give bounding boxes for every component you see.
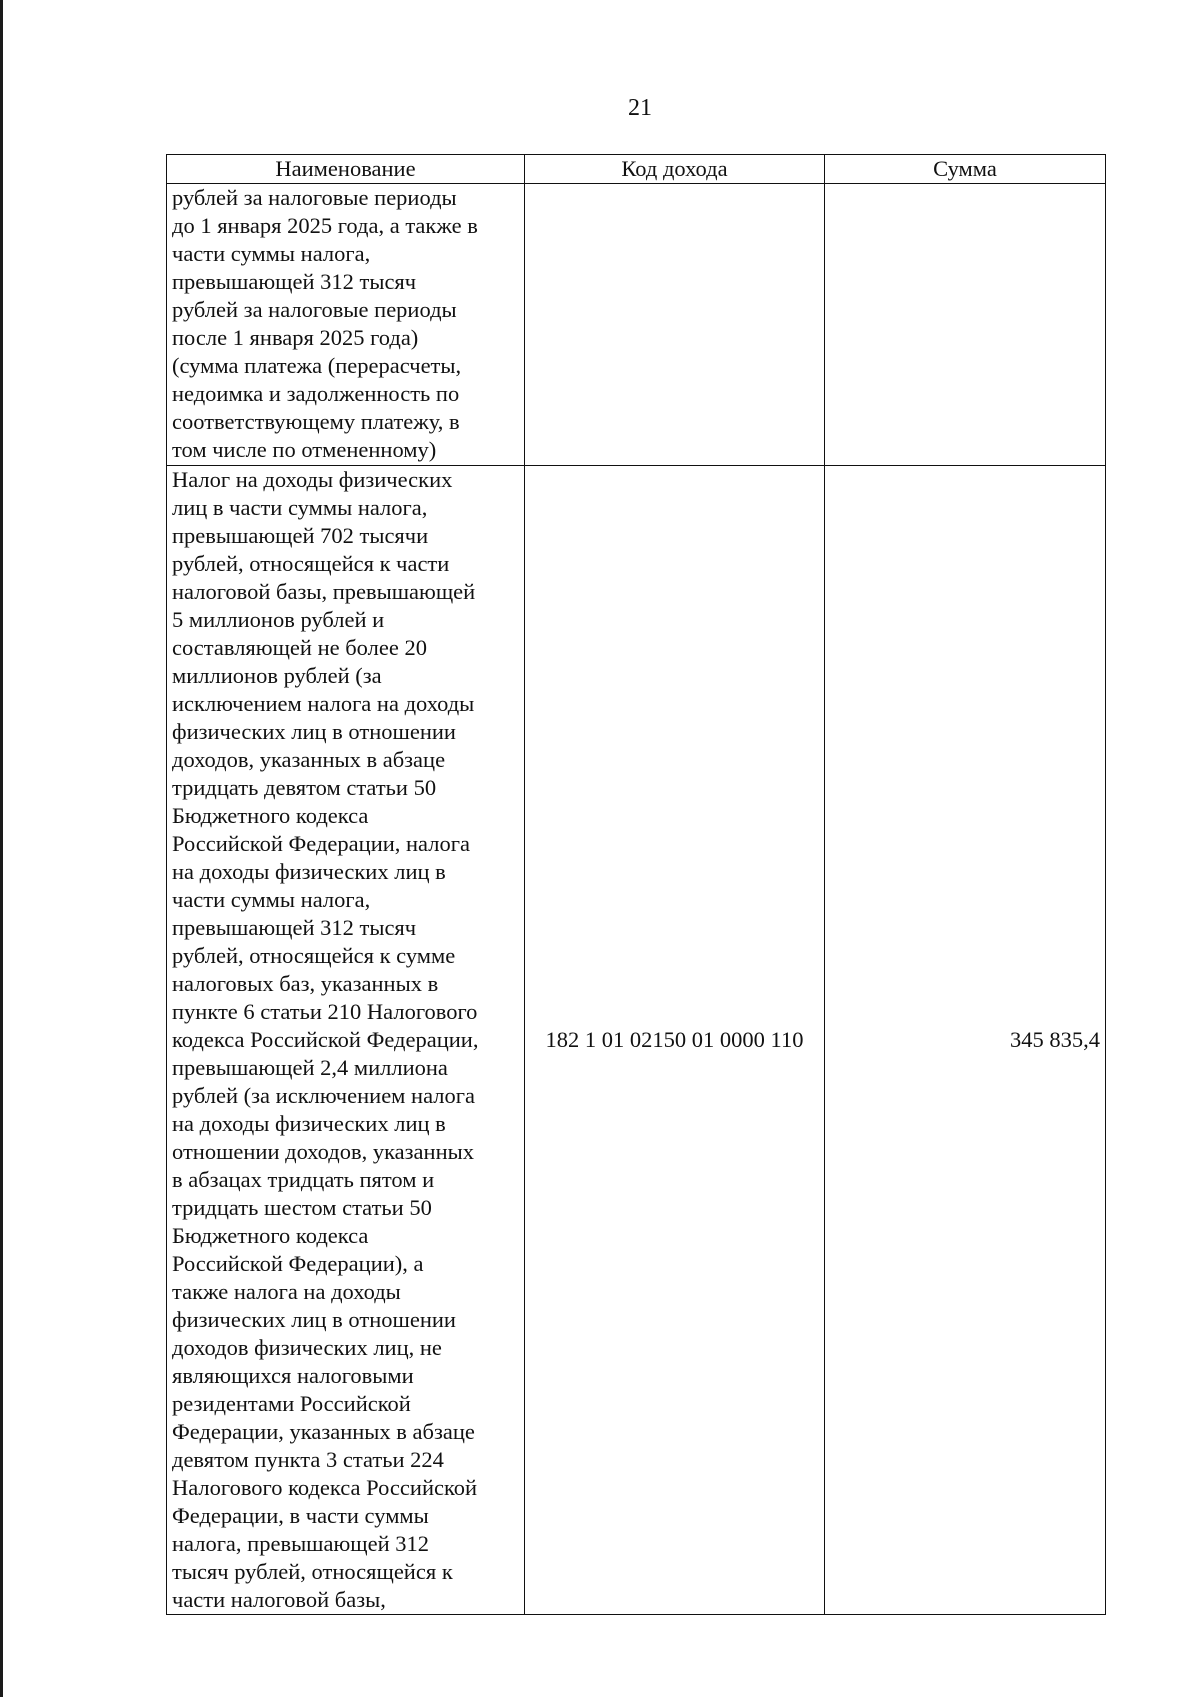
name-line: в абзацах тридцать пятом и: [172, 1167, 435, 1192]
name-line: рублей (за исключением налога: [172, 1083, 475, 1108]
income-code-cell: [525, 184, 825, 466]
revenue-table: [166, 154, 1106, 1615]
page-number: 21: [628, 95, 652, 121]
name-line: рублей за налоговые периоды: [172, 297, 457, 322]
name-line: тысяч рублей, относящейся к: [172, 1559, 453, 1584]
name-line: на доходы физических лиц в: [172, 1111, 446, 1136]
header-income-code: Код дохода: [525, 155, 825, 184]
name-line: Налог на доходы физических: [172, 467, 453, 492]
table-row: [167, 184, 1106, 466]
name-line: рублей, относящейся к части: [172, 551, 450, 576]
name-line: после 1 января 2025 года): [172, 325, 419, 350]
name-line: Бюджетного кодекса: [172, 803, 369, 828]
name-line: Федерации, в части суммы: [172, 1503, 429, 1528]
income-code-cell: 182 1 01 02150 01 0000 110: [525, 466, 825, 1615]
sum-cell: [825, 184, 1106, 466]
name-line: резидентами Российской: [172, 1391, 411, 1416]
name-line: пункте 6 статьи 210 Налогового: [172, 999, 478, 1024]
name-line: налога, превышающей 312: [172, 1531, 430, 1556]
name-line: превышающей 2,4 миллиона: [172, 1055, 448, 1080]
name-line: Федерации, указанных в абзаце: [172, 1419, 475, 1444]
header-sum: Сумма: [825, 155, 1106, 184]
header-name: Наименование: [167, 155, 525, 184]
scan-edge-shadow: [0, 0, 3, 1697]
name-line: на доходы физических лиц в: [172, 859, 446, 884]
name-line: также налога на доходы: [172, 1279, 401, 1304]
name-line: физических лиц в отношении: [172, 1307, 456, 1332]
name-line: части налоговой базы,: [172, 1587, 386, 1612]
sum-cell: 345 835,4: [825, 466, 1106, 1615]
name-line: доходов, указанных в абзаце: [172, 747, 446, 772]
name-line: части суммы налога,: [172, 887, 371, 912]
table-header-row: [167, 155, 1106, 184]
name-line: являющихся налоговыми: [172, 1363, 414, 1388]
name-line: Налогового кодекса Российской: [172, 1475, 478, 1500]
table-row: [167, 466, 1106, 1615]
name-line: кодекса Российской Федерации,: [172, 1027, 479, 1052]
name-line: составляющей не более 20: [172, 635, 427, 660]
name-line: тридцать шестом статьи 50: [172, 1195, 432, 1220]
name-line: превышающей 312 тысяч: [172, 269, 417, 294]
name-line: налоговых баз, указанных в: [172, 971, 439, 996]
name-line: рублей, относящейся к сумме: [172, 943, 456, 968]
name-cell: [167, 466, 525, 1615]
name-line: доходов физических лиц, не: [172, 1335, 442, 1360]
name-line: отношении доходов, указанных: [172, 1139, 474, 1164]
name-line: миллионов рублей (за: [172, 663, 382, 688]
name-line: Российской Федерации, налога: [172, 831, 470, 856]
name-line: налоговой базы, превышающей: [172, 579, 476, 604]
name-line: до 1 января 2025 года, а также в: [172, 213, 478, 238]
name-line: превышающей 312 тысяч: [172, 915, 417, 940]
name-line: соответствующему платежу, в: [172, 409, 460, 434]
name-line: тридцать девятом статьи 50: [172, 775, 437, 800]
name-line: том числе по отмененному): [172, 437, 437, 462]
name-line: превышающей 702 тысячи: [172, 523, 429, 548]
name-line: исключением налога на доходы: [172, 691, 475, 716]
name-line: девятом пункта 3 статьи 224: [172, 1447, 444, 1472]
name-line: (сумма платежа (перерасчеты,: [172, 353, 462, 378]
name-line: физических лиц в отношении: [172, 719, 456, 744]
name-line: части суммы налога,: [172, 241, 371, 266]
name-line: лиц в части суммы налога,: [172, 495, 428, 520]
name-cell: [167, 184, 525, 466]
name-line: недоимка и задолженность по: [172, 381, 460, 406]
name-line: Российской Федерации), а: [172, 1251, 424, 1276]
name-line: 5 миллионов рублей и: [172, 607, 385, 632]
name-line: рублей за налоговые периоды: [172, 185, 457, 210]
name-line: Бюджетного кодекса: [172, 1223, 369, 1248]
